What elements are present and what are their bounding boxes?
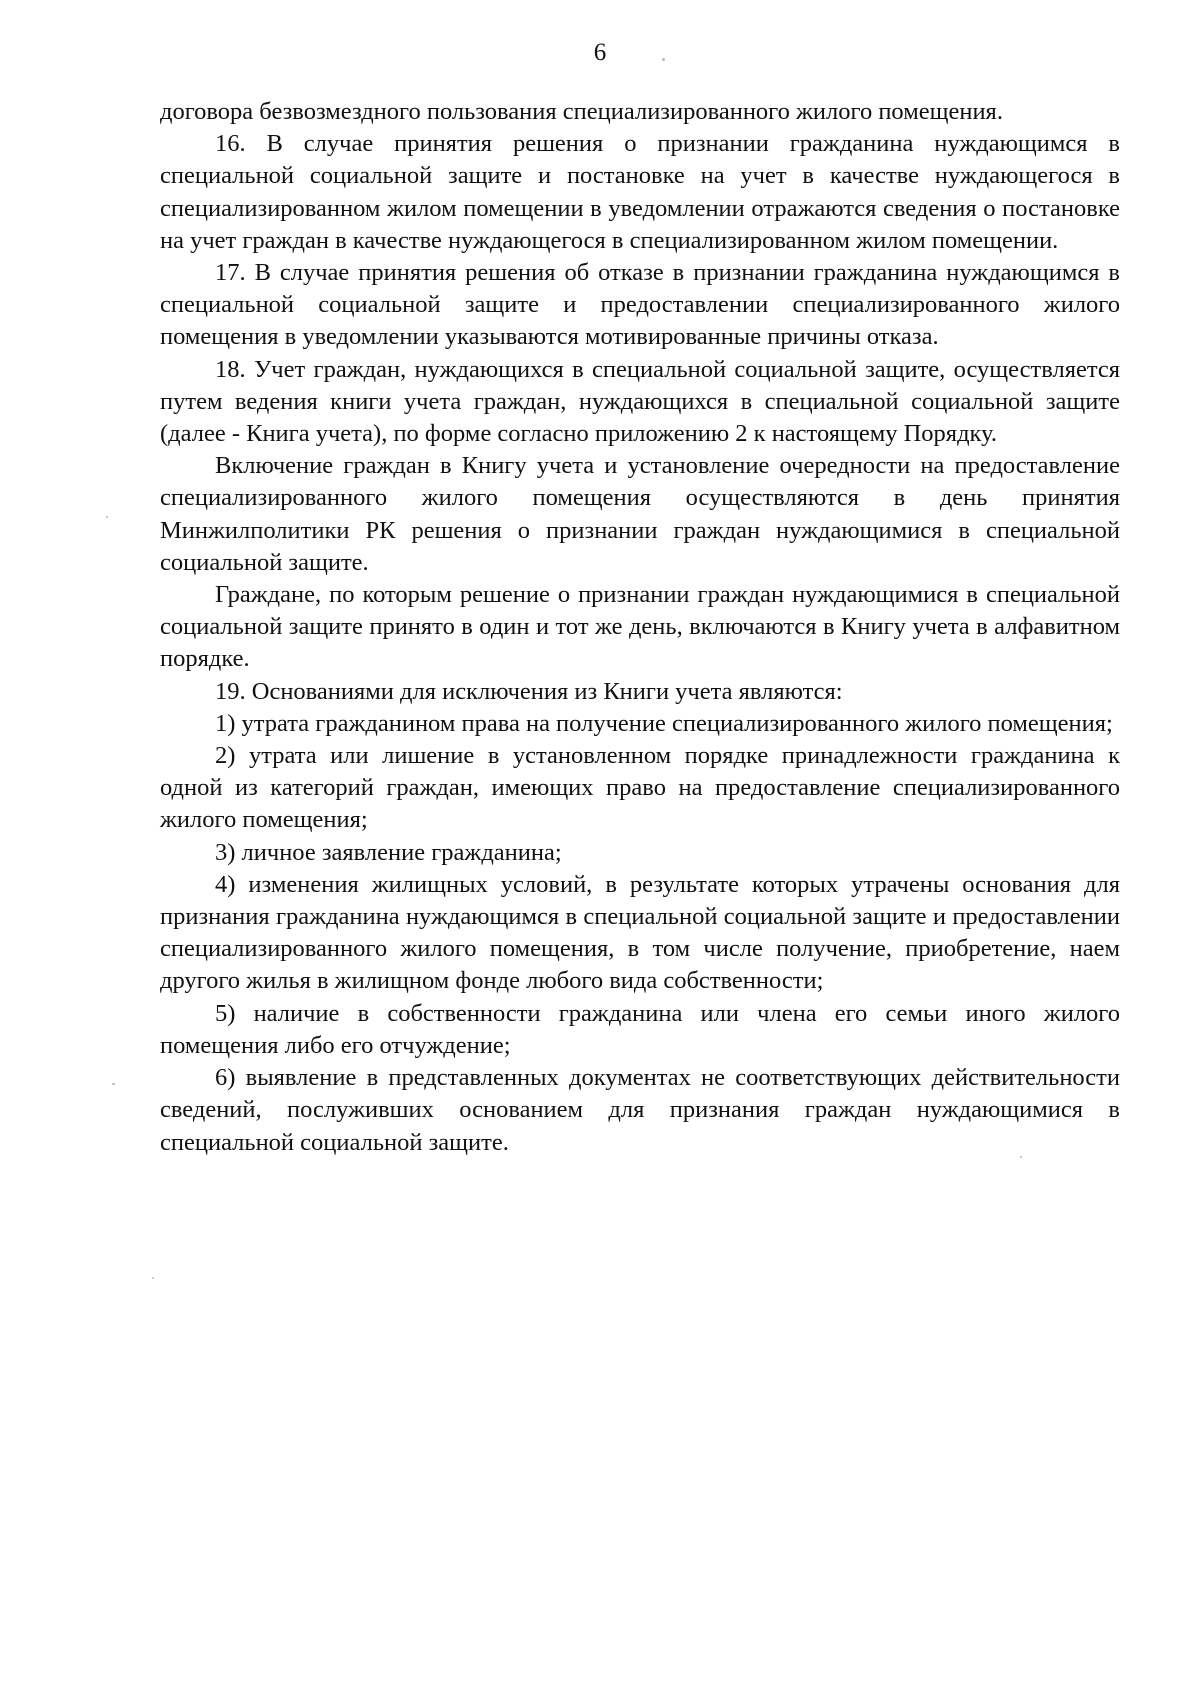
list-item-6: 6) выявление в представленных документах не соответствующих действительности сведений, послуживших основанием для признания граждан нуждающимися в специальной социальной защите. [160,1064,1120,1156]
paragraph-inclusion: Включение граждан в Книгу учета и установление очередности на предоставление специализированного жилого помещения осуществляются в день принятия Минжилполитики РК решения о признании граждан нуждающимися в специальной социальной защите. [160,452,1120,576]
scan-speck [106,516,108,518]
list-item-3: 3) личное заявление гражданина; [215,838,562,866]
list-item-2: 2) утрата или лишение в установленном порядке принадлежности гражданина к одной из категорий граждан, имеющих право на предоставление специализированного жилого помещения; [160,742,1120,834]
paragraph-item-19: 19. Основаниями для исключения из Книги учета являются: [215,677,843,705]
page-number: 6 [593,39,607,66]
paragraph-item-18: 18. Учет граждан, нуждающихся в специальной социальной защите, осуществляется путем ведения книги учета граждан, нуждающихся в специальной социальной защите (далее - Книга учета), по форме согласно приложению 2 к настоящему Порядку. [160,355,1120,448]
scan-speck [152,1277,154,1279]
paragraph-alphabetical: Граждане, по которым решение о признании граждан нуждающимися в специальной социальной защите принято в один и тот же день, включаются в Книгу учета в алфавитном порядке. [160,581,1120,673]
paragraph-item-17: 17. В случае принятия решения об отказе в признании гражданина нуждающимся в специальной социальной защите и предоставлении специализированного жилого помещения в уведомлении указываются мотивированные причины отказа. [160,259,1120,351]
paragraph-item-16: 16. В случае принятия решения о признании гражданина нуждающимся в специальной социальной защите и постановке на учет в качестве нуждающегося в специализированном жилом помещении в уведомлении отражаются сведения о постановке на учет граждан в качестве нуждающегося в специализированном жилом помещении. [160,130,1120,254]
list-item-5: 5) наличие в собственности гражданина или члена его семьи иного жилого помещения либо его отчуждение; [160,999,1120,1059]
scan-speck [662,58,665,61]
paragraph-continuation: договора безвозмездного пользования специализированного жилого помещения. [160,98,1003,125]
document-body [160,96,1120,1159]
scan-speck [112,1083,115,1085]
list-item-1: 1) утрата гражданином права на получение специализированного жилого помещения; [215,709,1113,737]
list-item-4: 4) изменения жилищных условий, в результате которых утрачены основания для признания гражданина нуждающимся в специальной социальной защите и предоставлении специализированного жилого помещения, в том числе получение, приобретение, наем другого жилья в жилищном фонде любого вида собственности; [160,870,1120,995]
